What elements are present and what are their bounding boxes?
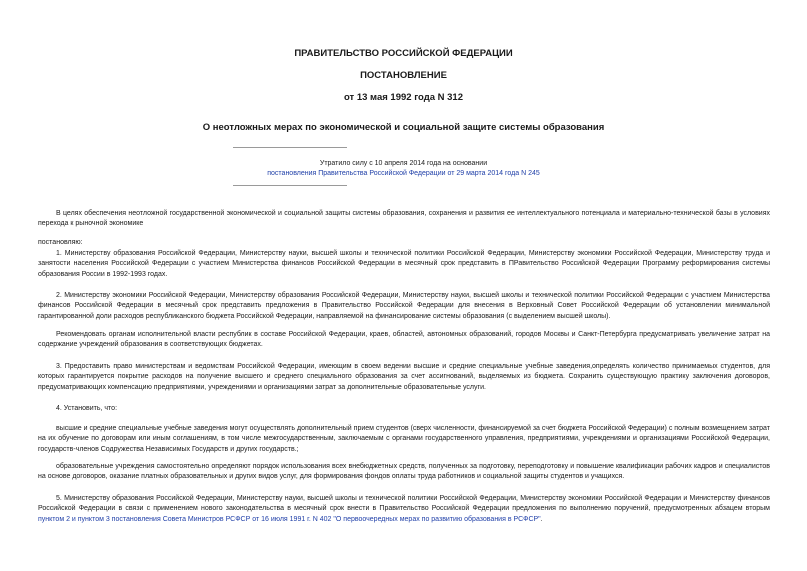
issuer-heading: ПРАВИТЕЛЬСТВО РОССИЙСКОЙ ФЕДЕРАЦИИ	[294, 48, 513, 59]
document-date-number: от 13 мая 1992 года N 312	[343, 92, 464, 103]
paragraph-decree: постановляю:	[38, 239, 83, 246]
repeal-decree-link[interactable]: постановления Правительства Российской Федерации от 29 марта 2014 года N 245	[267, 170, 540, 177]
status-note: Утратило силу с 10 апреля 2014 года на основании	[319, 160, 488, 167]
paragraph-recommend: Рекомендовать органам исполнительной власти республик в составе Российской Федерации, краев, областей, автономных образований, городов Москвы и Санкт-Петербурга предусматривать увеличение затрат на содержание учреждений образования в соответствующих бюджетах.	[38, 331, 770, 349]
document-type: ПОСТАНОВЛЕНИЕ	[360, 70, 447, 81]
paragraph-5-text: 5. Министерству образования Российской Федерации, Министерству науки, высшей школы и технической политики Российской Федерации, Министерству экономики Российской Федерации и Министерству финансов Российской Федерации в связи с применением нового законодательства в месячный срок внести в Правительство Российской Федерации предложения по выполнению поручений, предусмотренных абзацем вторым	[38, 495, 770, 513]
status-note-link-line	[0, 170, 807, 177]
paragraph-5-end: .	[540, 515, 543, 523]
paragraph-2: 2. Министерству экономики Российской Федерации, Министерству образования Российской Федерации, Министерству науки, высшей школы и технической политики Российской Федерации с участием Министерства финансов Российской Федерации в месячный срок представить предложения в Правительство Российской Федерации для внесения в Верховный Совет Российской Федерации об установлении минимальной гарантированной доли расходов республиканского бюджета Российской Федерации, направляемой на финансирование системы образования (с выделением высшей школы).	[38, 292, 770, 320]
decree-402-link[interactable]: пунктом 2 и пунктом 3 постановления Совета Министров РСФСР от 16 июля 1991 г. N 402	[38, 515, 332, 523]
paragraph-intro: В целях обеспечения неотложной государственной экономической и социальной защиты системы образования, сохранения и развития ее интеллектуального потенциала и материально-технической базы в условиях перехода к рыночной экономике	[38, 210, 770, 228]
divider-top	[233, 147, 347, 148]
paragraph-3: 3. Предоставить право министерствам и ведомствам Российской Федерации, имеющим в своем ведении высшие и средние специальные учебные заведения,определять количество принимаемых студентов, для которых гарантируется покрытие расходов на получение высшего и среднего специального образования за счет ассигнований, выделяемых из бюджета. Сохранить существующую практику заключения договоров, предусматривающих компенсацию предприятиями, учреждениями и организациями затрат за дополнительные образовательные услуги.	[38, 363, 770, 391]
document-title: О неотложных мерах по экономической и социальной защите системы образования	[202, 122, 605, 133]
paragraph-5	[38, 494, 770, 525]
paragraph-4a: высшие и средние специальные учебные заведения могут осуществлять дополнительный прием студентов (сверх численности, финансируемой за счет бюджета Российской Федерации) с полным возмещением затрат на их обучение по договорам или иным соглашениям, в том числе межгосударственным, заключаемым с органами государственного управления, предприятиями, учреждениями и организациями Российской Федерации, государств-членов Содружества Независимых Государств и других государств.;	[38, 425, 770, 453]
divider-bottom	[233, 185, 347, 186]
paragraph-4: 4. Установить, что:	[56, 405, 118, 412]
paragraph-1: 1. Министерству образования Российской Федерации, Министерству науки, высшей школы и технической политики Российской Федерации, Министерству экономики Российской Федерации, Министерству труда и занятости населения Российской Федерации с участием Министерства финансов Российской Федерации в месячный срок представить в ПРавительство Российской Федерации Программу реформирования системы образования России в 1992-1993 годах.	[38, 250, 770, 278]
paragraph-4b: образовательные учреждения самостоятельно определяют порядок использования всех внебюджетных средств, полученных за подготовку, переподготовку и повышение квалификации рабочих кадров и специалистов на основе договоров, оказание платных образовательных и других видов услуг, для формирования фондов оплаты труда работников и социальной защиты студентов и учащихся.	[38, 463, 770, 481]
decree-402-title-link[interactable]: "О первоочередных мерах по развитию образования в РСФСР"	[333, 515, 541, 523]
